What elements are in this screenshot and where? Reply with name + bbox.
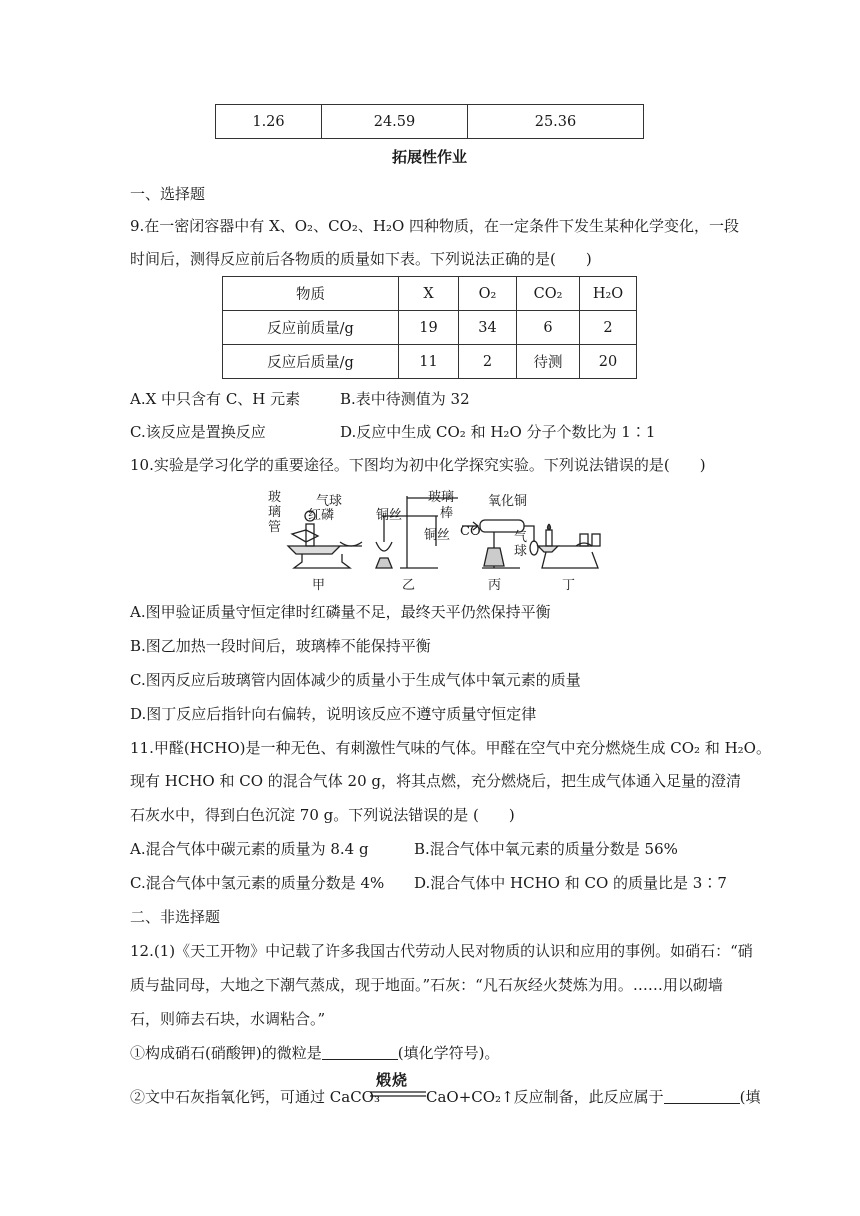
table-header-cell: H₂O	[580, 277, 637, 311]
table-cell: 24.59	[322, 105, 468, 139]
fig-label: 红磷	[308, 508, 335, 523]
q12-sub1-text: ①构成硝石(硝酸钾)的微粒是	[130, 1044, 322, 1062]
table-cell: 1.26	[216, 105, 322, 139]
table-cell: 待测	[517, 345, 580, 379]
fig-caption: 乙	[402, 578, 416, 593]
answer-blank[interactable]	[322, 1045, 398, 1060]
q12-line2: 质与盐同母，大地之下潮气蒸成，现于地面。”石灰：“凡石灰经火焚炼为用。……用以砌墙	[130, 976, 723, 994]
part2-heading: 二、非选择题	[130, 908, 221, 926]
table-cell: 反应后质量/g	[223, 345, 399, 379]
q10-line1: 10.实验是学习化学的重要途径。下图均为初中化学探究实验。下列说法错误的是( )	[130, 456, 706, 474]
fig-label: 玻	[268, 490, 282, 505]
q12-sub2-text: CaO+CO₂↑反应制备，此反应属于	[426, 1088, 664, 1106]
q12-line3: 石，则筛去石块，水调粘合。”	[130, 1010, 326, 1028]
fig-caption: 甲	[312, 578, 326, 593]
q11-option-d: D.混合气体中 HCHO 和 CO 的质量比是 3∶7	[414, 874, 727, 892]
table-cell: 11	[399, 345, 459, 379]
q12-line1: 12.(1)《天工开物》中记载了许多我国古代劳动人民对物质的认识和应用的事例。如硝石：“硝	[130, 942, 753, 960]
top-data-table	[215, 104, 644, 139]
q12-sub2-end	[426, 1086, 761, 1107]
table-cell: 6	[517, 311, 580, 345]
fig-label: CO	[460, 524, 481, 539]
q12-sub2-suffix: (填	[739, 1088, 761, 1106]
part1-heading: 一、选择题	[130, 185, 206, 203]
q11-option-a: A.混合气体中碳元素的质量为 8.4 g	[130, 840, 369, 858]
q9-mass-table	[222, 276, 637, 379]
q9-line2: 时间后，测得反应前后各物质的质量如下表。下列说法正确的是( )	[130, 250, 592, 268]
fig-label: 气	[514, 530, 528, 545]
q10-option-d: D.图丁反应后指针向右偏转，说明该反应不遵守质量守恒定律	[130, 705, 537, 723]
q9-option-d: D.反应中生成 CO₂ 和 H₂O 分子个数比为 1∶1	[340, 423, 656, 441]
table-cell: 反应前质量/g	[223, 311, 399, 345]
q10-option-a: A.图甲验证质量守恒定律时红磷量不足，最终天平仍然保持平衡	[130, 603, 551, 621]
table-header-cell: 物质	[223, 277, 399, 311]
q12-sub2-start: ②文中石灰指氧化钙，可通过 CaCO₃	[130, 1088, 380, 1106]
q9-option-a: A.X 中只含有 C、H 元素	[130, 390, 301, 408]
q11-line2: 现有 HCHO 和 CO 的混合气体 20 g，将其点燃，充分燃烧后，把生成气体通入足量的澄清	[130, 772, 742, 790]
fig-label: 管	[268, 520, 282, 535]
q11-option-c: C.混合气体中氢元素的质量分数是 4%	[130, 874, 385, 892]
fig-label: 玻璃	[428, 490, 455, 505]
table-cell: 2	[580, 311, 637, 345]
section-title: 拓展性作业	[392, 148, 468, 166]
fig-label: 气球	[316, 494, 343, 509]
fig-label: 棒	[440, 506, 454, 521]
table-header-cell: O₂	[459, 277, 517, 311]
answer-blank[interactable]	[664, 1089, 740, 1104]
fig-label: 球	[514, 544, 528, 559]
q10-option-b: B.图乙加热一段时间后，玻璃棒不能保持平衡	[130, 637, 431, 655]
fig-label: 铜丝	[424, 528, 451, 543]
table-cell: 2	[459, 345, 517, 379]
fig-label: 璃	[268, 505, 282, 520]
table-cell: 20	[580, 345, 637, 379]
q10-option-c: C.图丙反应后玻璃管内固体减少的质量小于生成气体中氧元素的质量	[130, 671, 581, 689]
q12-sub1-suffix: (填化学符号)。	[397, 1044, 500, 1062]
fig-label: 铜丝	[376, 508, 403, 523]
q11-line1: 11.甲醛(HCHO)是一种无色、有刺激性气味的气体。甲醛在空气中充分燃烧生成 CO₂ 和 H₂O。	[130, 739, 771, 757]
q9-option-c: C.该反应是置换反应	[130, 423, 266, 441]
q11-option-b: B.混合气体中氧元素的质量分数是 56%	[414, 840, 678, 858]
experiment-figure	[262, 484, 602, 596]
table-cell: 25.36	[468, 105, 644, 139]
q12-sub1	[130, 1042, 499, 1063]
q9-line1: 9.在一密闭容器中有 X、O₂、CO₂、H₂O 四种物质，在一定条件下发生某种化学变化，一段	[130, 217, 740, 235]
table-cell: 34	[459, 311, 517, 345]
reaction-condition: 煅烧	[376, 1071, 409, 1089]
fig-caption: 丁	[562, 578, 576, 593]
fig-label: 氧化铜	[488, 494, 528, 509]
fig-caption: 丙	[488, 578, 502, 593]
q11-line3: 石灰水中，得到白色沉淀 70 g。下列说法错误的是 ( )	[130, 806, 515, 824]
q9-option-b: B.表中待测值为 32	[340, 390, 470, 408]
table-header-cell: CO₂	[517, 277, 580, 311]
table-header-cell: X	[399, 277, 459, 311]
table-cell: 19	[399, 311, 459, 345]
